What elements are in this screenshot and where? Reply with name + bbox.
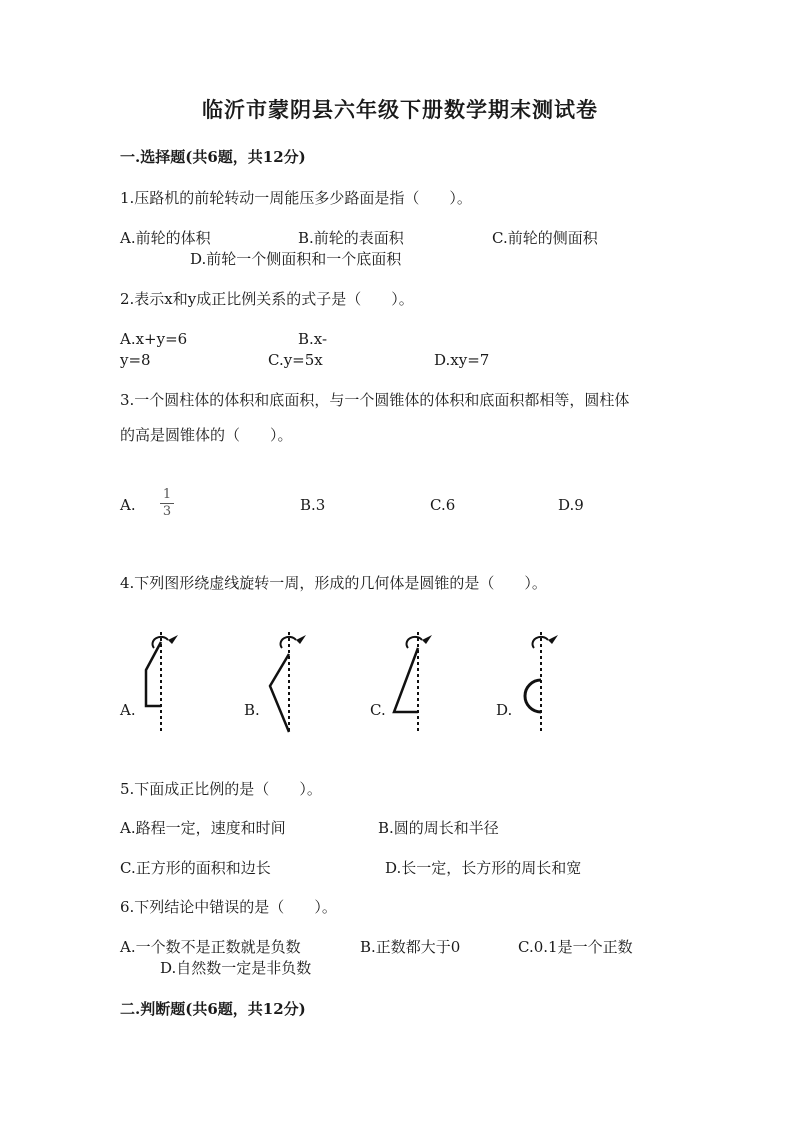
- question-3-stem-line2: 的高是圆锥体的（ ）。: [120, 426, 293, 444]
- question-5-option-a: A.路程一定，速度和时间: [120, 819, 286, 837]
- question-6-stem: 6.下列结论中错误的是（ ）。: [120, 898, 337, 916]
- figure-d-semicircle-icon: [514, 628, 564, 738]
- question-1-option-d: D.前轮一个侧面积和一个底面积: [190, 250, 402, 268]
- page-title: 临沂市蒙阴县六年级下册数学期末测试卷: [202, 97, 598, 122]
- fraction-numerator: 1: [162, 487, 172, 502]
- question-5-option-c: C.正方形的面积和边长: [120, 859, 271, 877]
- question-4-stem: 4.下列图形绕虚线旋转一周，形成的几何体是圆锥的是（ ）。: [120, 574, 547, 592]
- figure-c-right-triangle-icon: [388, 628, 438, 738]
- question-1-option-b: B.前轮的表面积: [298, 229, 404, 247]
- section-heading-judgement: 二.判断题(共6题，共12分): [120, 1000, 306, 1018]
- fraction-denominator: 3: [162, 504, 172, 519]
- question-4-option-d-label: D.: [496, 701, 513, 719]
- question-3-fraction: [160, 488, 174, 519]
- section-heading-choice: 一.选择题(共6题，共12分): [120, 148, 306, 166]
- question-6-option-b: B.正数都大于0: [360, 938, 461, 956]
- question-3-stem-line1: 3.一个圆柱体的体积和底面积，与一个圆锥体的体积和底面积都相等，圆柱体: [120, 391, 630, 409]
- question-2-stem: 2.表示x和y成正比例关系的式子是（ ）。: [120, 290, 414, 308]
- question-6-option-d: D.自然数一定是非负数: [160, 959, 312, 977]
- question-3-option-b: B.3: [300, 496, 326, 514]
- question-2-option-b: B.x-: [298, 330, 328, 348]
- figure-a-trapezoid-icon: [134, 628, 184, 738]
- question-2-option-d: D.xy=7: [434, 351, 490, 369]
- question-6-option-a: A.一个数不是正数就是负数: [120, 938, 301, 956]
- question-5-option-b: B.圆的周长和半径: [378, 819, 499, 837]
- figure-b-triangle-icon: [262, 628, 312, 738]
- question-2-option-b-cont: y=8: [120, 351, 151, 369]
- question-1-option-a: A.前轮的体积: [120, 229, 211, 247]
- question-3-option-c: C.6: [430, 496, 456, 514]
- question-5-stem: 5.下面成正比例的是（ ）。: [120, 780, 322, 798]
- question-3-option-d: D.9: [558, 496, 584, 514]
- question-6-option-c: C.0.1是一个正数: [518, 938, 633, 956]
- question-2-option-c: C.y=5x: [268, 351, 323, 369]
- question-5-option-d: D.长一定，长方形的周长和宽: [385, 859, 582, 877]
- question-2-option-a: A.x+y=6: [120, 330, 188, 348]
- question-1-option-c: C.前轮的侧面积: [492, 229, 598, 247]
- question-4-option-a-label: A.: [120, 701, 136, 719]
- question-4-option-c-label: C.: [370, 701, 386, 719]
- question-3-option-a: A.: [120, 496, 136, 514]
- question-1-stem: 1.压路机的前轮转动一周能压多少路面是指（ ）。: [120, 189, 472, 207]
- question-4-option-b-label: B.: [244, 701, 260, 719]
